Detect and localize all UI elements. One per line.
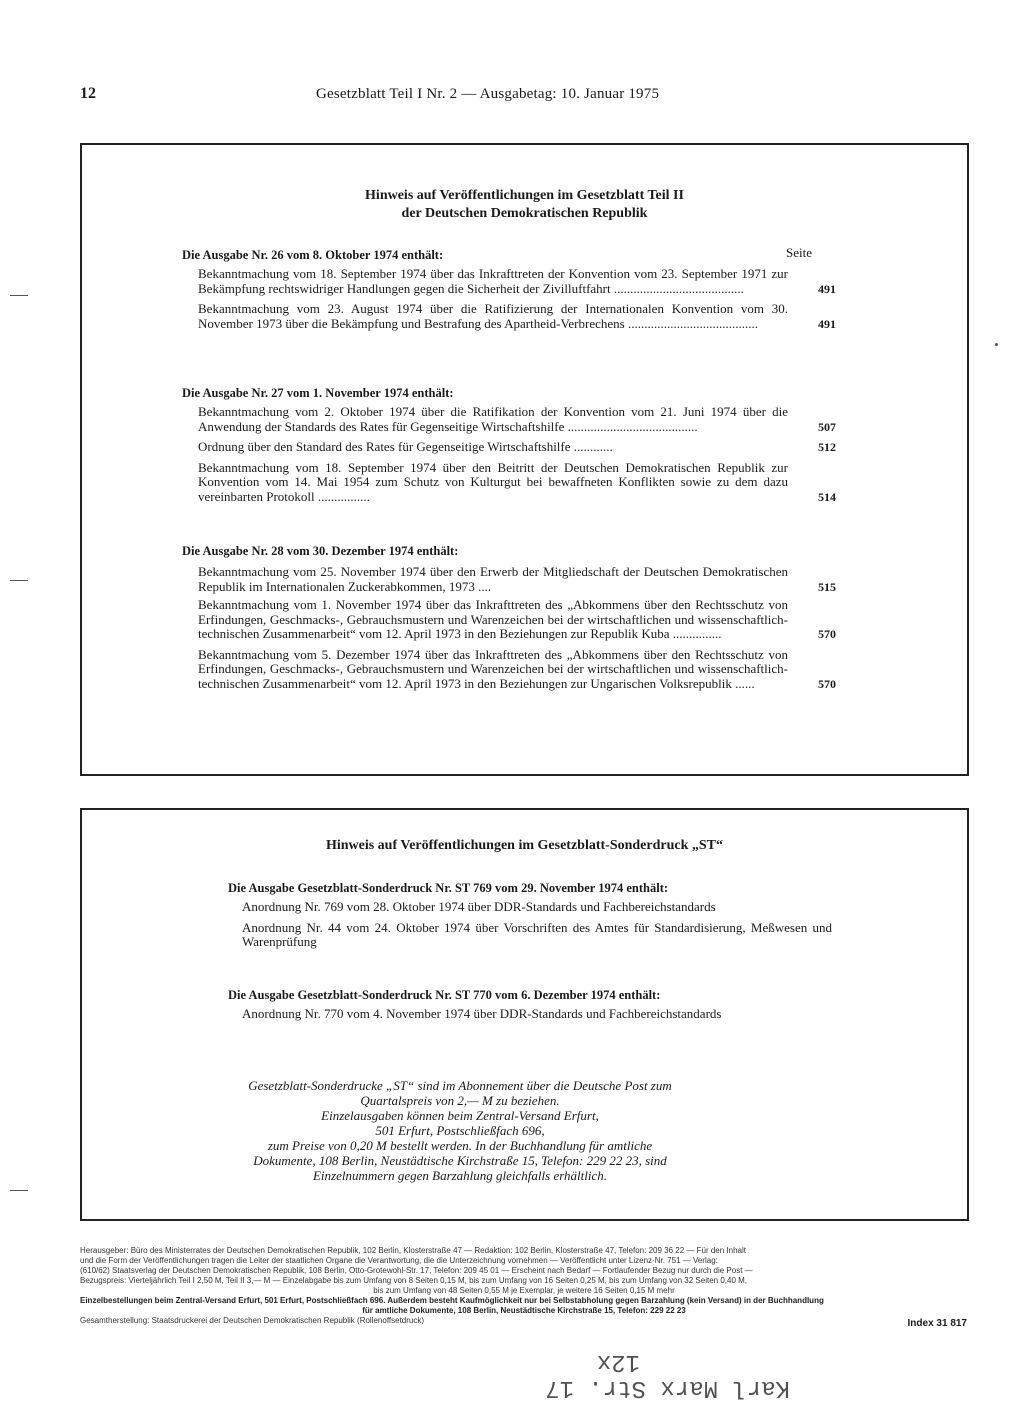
note-line: Quartalspreis von 2,— M zu beziehen. xyxy=(360,1093,560,1108)
gbl2-title xyxy=(82,187,967,223)
seite-label: Seite xyxy=(786,245,812,260)
publication-entry xyxy=(198,459,836,505)
imprint-order-line: für amtliche Dokumente, 108 Berlin, Neustädtische Kirchstraße 15, Telefon: 229 22 23 xyxy=(362,1306,686,1315)
st-issue-770 xyxy=(228,985,848,1022)
entry-page: 491 xyxy=(818,281,836,296)
issue-heading: Die Ausgabe Gesetzblatt-Sonderdruck Nr. ST 770 vom 6. Dezember 1974 enthält: xyxy=(228,988,661,1002)
entry-page: 570 xyxy=(818,676,836,691)
entry-text: Bekanntmachung vom 18. September 1974 über das Inkrafttreten der Konvention vom 23. September 1971 zur Bekämpfung rechtswidriger Handlungen gegen die Sicherheit der Zivilluftfahrt ........................................ xyxy=(198,266,788,296)
issue-27 xyxy=(182,383,862,504)
publication-entry xyxy=(198,646,836,692)
publication-entry xyxy=(198,301,836,331)
gbl2-title-line2: der Deutschen Demokratischen Republik xyxy=(401,206,648,221)
note-line: 501 Erfurt, Postschließfach 696, xyxy=(375,1123,545,1138)
issue-heading: Die Ausgabe Nr. 28 vom 30. Dezember 1974 enthält: xyxy=(182,544,459,558)
entry-text: Bekanntmachung vom 25. November 1974 über den Erwerb der Mitgliedschaft der Deutschen Demokratischen Republik im Internationalen Zuckerabkommen, 1973 .... xyxy=(198,564,788,594)
imprint-line: und die Form der Veröffentlichungen tragen die Leiter der staatlichen Organe die Verantwortung, die die Unterzeichnung vornehmen — Veröffentlicht unter Lizenz-Nr. 751 — Verlag: xyxy=(80,1256,718,1265)
imprint-printer: Gesamtherstellung: Staatsdruckerei der Deutschen Demokratischen Republik (Rollenoffsetdruck) xyxy=(80,1316,425,1325)
gesetzblatt-teil2-box xyxy=(80,143,969,776)
note-line: Dokumente, 108 Berlin, Neustädtische Kirchstraße 15, Telefon: 229 22 23, sind xyxy=(253,1153,667,1168)
margin-mark xyxy=(10,580,28,581)
entry-text: Bekanntmachung vom 2. Oktober 1974 über die Ratifikation der Konvention vom 21. Juni 1974 über die Anwendung der Standards des Rates für Gegenseitige Wirtschaftshilfe ........................................ xyxy=(198,404,788,434)
publication-entry xyxy=(198,266,836,296)
imprint-line: Herausgeber: Büro des Ministerrates der Deutschen Demokratischen Republik, 102 Berlin, Klosterstraße 47 — Redaktion: 102 Berlin, Klosterstraße 47, Telefon: 209 36 22 — Für den Inhalt xyxy=(80,1246,746,1255)
entry-text: Bekanntmachung vom 1. November 1974 über das Inkrafttreten des „Abkommens über den Rechtsschutz von Erfindungen, Geschmacks-, Gebrauchsmustern und Warenzeichen bei der wirtschaftlichen und wissenschaftlich-technischen Zusammenarbeit“ vom 12. April 1973 in den Beziehungen zur Republik Kuba ............... xyxy=(198,597,788,641)
margin-speck xyxy=(995,343,998,346)
entry-text: Anordnung Nr. 770 vom 4. November 1974 über DDR-Standards und Fachbereichstandards xyxy=(242,1006,722,1021)
imprint-line: (610/62) Staatsverlag der Deutschen Demokratischen Republik, 108 Berlin, Otto-Grotewohl-Str. 17, Telefon: 209 45 01 — Erscheint nach Bedarf — Fortlaufender Bezug nur durch die Post — xyxy=(80,1266,753,1275)
entry-page: 514 xyxy=(818,489,836,504)
index-number: Index 31 817 xyxy=(907,1318,967,1329)
publication-entry xyxy=(242,921,832,950)
publication-entry xyxy=(242,900,832,915)
publication-entry xyxy=(198,404,836,434)
stamp-line: 12x xyxy=(596,1348,640,1375)
entry-text: Bekanntmachung vom 18. September 1974 über den Beitritt der Deutschen Demokratischen Republik zur Konvention vom 14. Mai 1954 zum Schutz von Kulturgut bei bewaffneten Konflikten sowie zu dem dazu vereinbarten Protokoll ................ xyxy=(198,459,788,504)
entry-text: Bekanntmachung vom 5. Dezember 1974 über das Inkrafttreten des „Abkommens über den Rechtsschutz von Erfindungen, Geschmacks-, Gebrauchsmustern und Warenzeichen bei der wirtschaftlichen und wissenschaftlich-technischen Zusammenarbeit“ vom 12. April 1973 in den Beziehungen zur Ungarischen Volksrepublik ...... xyxy=(198,646,788,691)
imprint-line: Bezugspreis: Vierteljährlich Teil I 2,50 M, Teil II 3,— M — Einzelabgabe bis zum Umfang von 8 Seiten 0,15 M, bis zum Umfang von 16 Seiten 0,25 M, bis zum Umfang von 32 Seiten 0,40 M, xyxy=(80,1276,747,1285)
entry-page: 512 xyxy=(818,440,836,454)
issue-28 xyxy=(182,541,862,691)
publication-entry xyxy=(242,1007,832,1022)
st-title: Hinweis auf Veröffentlichungen im Gesetzblatt-Sonderdruck „ST“ xyxy=(325,838,724,853)
entry-page: 491 xyxy=(818,316,836,331)
entry-page: 507 xyxy=(818,419,836,434)
entry-page: 515 xyxy=(818,579,836,594)
page-header-title: Gesetzblatt Teil I Nr. 2 — Ausgabetag: 10. Januar 1975 xyxy=(316,86,660,102)
subscription-note xyxy=(150,1078,770,1183)
note-line: Gesetzblatt-Sonderdrucke „ST“ sind im Abonnement über die Deutsche Post zum xyxy=(248,1078,672,1093)
page-number: 12 xyxy=(80,85,96,102)
issue-heading: Die Ausgabe Nr. 26 vom 8. Oktober 1974 enthält: xyxy=(182,248,444,262)
gbl2-title-line1: Hinweis auf Veröffentlichungen im Gesetzblatt Teil II xyxy=(365,188,684,203)
address-stamp xyxy=(470,1340,790,1400)
note-line: zum Preise von 0,20 M bestellt werden. In der Buchhandlung für amtliche xyxy=(267,1138,653,1153)
publication-entry xyxy=(198,597,836,642)
imprint-order-line: Einzelbestellungen beim Zentral-Versand Erfurt, 501 Erfurt, Postschließfach 696. Außerdem besteht Kaufmöglichkeit nur bei Selbstabholung gegen Barzahlung (kein Versand) in der Buchhandlung xyxy=(80,1296,824,1305)
note-line: Einzelausgaben können beim Zentral-Versand Erfurt, xyxy=(321,1108,599,1123)
note-line: Einzelnummern gegen Barzahlung gleichfalls erhältlich. xyxy=(312,1168,608,1183)
stamp-line: Karl Marx Str. 17 xyxy=(545,1374,790,1401)
margin-mark xyxy=(10,1190,28,1191)
entry-page: 570 xyxy=(818,627,836,641)
publication-entry xyxy=(198,439,836,455)
imprint-line: bis zum Umfang von 48 Seiten 0,55 M je Exemplar, je weitere 16 Seiten 0,15 M mehr xyxy=(373,1286,675,1295)
entry-text: Bekanntmachung vom 23. August 1974 über die Ratifizierung der Internationalen Konvention vom 30. November 1973 über die Bekämpfung und Bestrafung des Apartheid-Verbrechens ........................................ xyxy=(198,301,788,331)
entry-text: Ordnung über den Standard des Rates für Gegenseitige Wirtschaftshilfe ............ xyxy=(198,439,613,454)
issue-heading: Die Ausgabe Nr. 27 vom 1. November 1974 enthält: xyxy=(182,386,454,400)
publication-entry xyxy=(198,564,836,594)
issue-heading: Die Ausgabe Gesetzblatt-Sonderdruck Nr. ST 769 vom 29. November 1974 enthält: xyxy=(228,881,669,895)
issue-26 xyxy=(182,245,862,331)
margin-mark xyxy=(10,295,28,296)
entry-text: Anordnung Nr. 769 vom 28. Oktober 1974 über DDR-Standards und Fachbereichstandards xyxy=(242,899,716,914)
st-issue-769 xyxy=(228,878,848,950)
entry-text: Anordnung Nr. 44 vom 24. Oktober 1974 über Vorschriften des Amtes für Standardisierung, Meßwesen und Warenprüfung xyxy=(242,919,832,949)
imprint xyxy=(80,1246,968,1326)
